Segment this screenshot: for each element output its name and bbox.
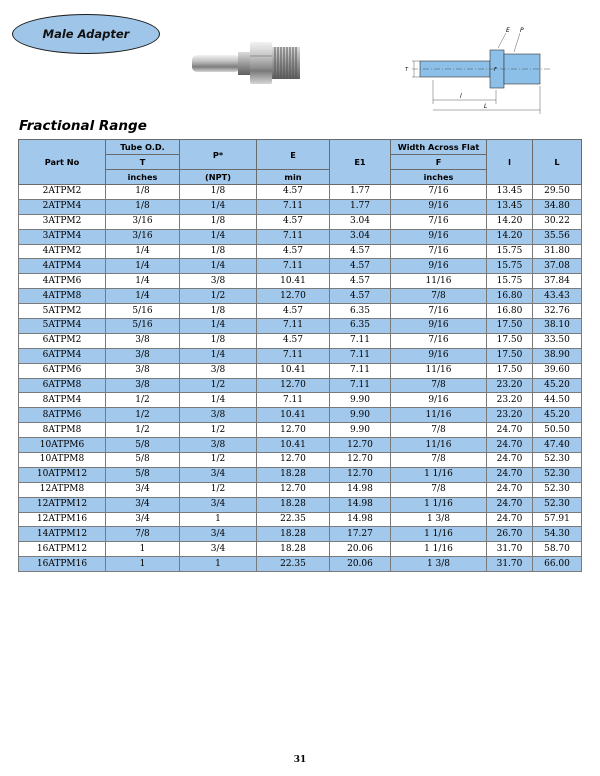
cell-tube-od: 3/8 <box>106 378 180 393</box>
cell-width: 11/16 <box>391 274 487 289</box>
cell-l-large: 66.00 <box>533 557 582 572</box>
table-row <box>19 333 582 348</box>
table-row <box>19 214 582 229</box>
cell-l-large: 33.50 <box>533 333 582 348</box>
cell-p: 1 <box>180 557 257 572</box>
label-l-small: l <box>460 93 462 100</box>
label-e: E <box>506 27 510 34</box>
cell-p: 1/2 <box>180 378 257 393</box>
cell-l-large: 37.08 <box>533 259 582 274</box>
label-p: P <box>520 27 524 34</box>
table-row <box>19 289 582 304</box>
cell-l-small: 17.50 <box>487 348 533 363</box>
cell-width: 7/16 <box>391 333 487 348</box>
cell-width: 11/16 <box>391 363 487 378</box>
cell-l-small: 15.75 <box>487 259 533 274</box>
cell-p: 1/4 <box>180 393 257 408</box>
cell-p: 1/2 <box>180 289 257 304</box>
cell-e1: 7.11 <box>330 333 391 348</box>
cell-part-no: 4ATPM2 <box>19 244 106 259</box>
cell-l-large: 45.20 <box>533 408 582 423</box>
cell-tube-od: 1/2 <box>106 423 180 438</box>
cell-l-small: 24.70 <box>487 482 533 497</box>
cell-e: 12.70 <box>257 482 330 497</box>
table-row <box>19 393 582 408</box>
cell-p: 3/8 <box>180 438 257 453</box>
cell-l-small: 16.80 <box>487 304 533 319</box>
cell-e1: 7.11 <box>330 348 391 363</box>
header-width-symbol: F <box>391 155 487 170</box>
cell-l-large: 54.30 <box>533 527 582 542</box>
cell-e1: 1.77 <box>330 199 391 214</box>
cell-width: 9/16 <box>391 348 487 363</box>
cell-l-large: 32.76 <box>533 304 582 319</box>
cell-l-small: 17.50 <box>487 319 533 334</box>
cell-e1: 3.04 <box>330 214 391 229</box>
cell-tube-od: 5/16 <box>106 319 180 334</box>
cell-part-no: 8ATPM8 <box>19 423 106 438</box>
cell-part-no: 12ATPM16 <box>19 512 106 527</box>
cell-width: 7/16 <box>391 185 487 200</box>
cell-l-large: 35.56 <box>533 229 582 244</box>
cell-tube-od: 5/8 <box>106 453 180 468</box>
cell-l-small: 23.20 <box>487 393 533 408</box>
cell-e: 7.11 <box>257 259 330 274</box>
cell-e: 4.57 <box>257 304 330 319</box>
cell-e: 18.28 <box>257 467 330 482</box>
table-row <box>19 319 582 334</box>
cell-l-large: 30.22 <box>533 214 582 229</box>
cell-l-small: 24.70 <box>487 497 533 512</box>
cell-p: 1/8 <box>180 185 257 200</box>
product-title: Male Adapter <box>42 27 130 41</box>
cell-width: 11/16 <box>391 408 487 423</box>
cell-l-large: 52.30 <box>533 467 582 482</box>
cell-l-large: 52.30 <box>533 482 582 497</box>
header-p: P* <box>180 140 257 170</box>
cell-tube-od: 1 <box>106 542 180 557</box>
cell-e1: 4.57 <box>330 259 391 274</box>
cell-tube-od: 1/8 <box>106 199 180 214</box>
table-row <box>19 482 582 497</box>
cell-e: 12.70 <box>257 453 330 468</box>
table-row <box>19 348 582 363</box>
cell-part-no: 3ATPM2 <box>19 214 106 229</box>
cell-tube-od: 1/2 <box>106 408 180 423</box>
cell-e1: 12.70 <box>330 453 391 468</box>
cell-p: 1/8 <box>180 333 257 348</box>
cell-width: 9/16 <box>391 259 487 274</box>
header-e1: E1 <box>330 140 391 185</box>
cell-e: 22.35 <box>257 512 330 527</box>
cell-width: 9/16 <box>391 199 487 214</box>
cell-l-small: 16.80 <box>487 289 533 304</box>
cell-p: 1/8 <box>180 304 257 319</box>
cell-e1: 4.57 <box>330 244 391 259</box>
cell-part-no: 6ATPM8 <box>19 378 106 393</box>
cell-p: 1/4 <box>180 348 257 363</box>
cell-l-large: 45.20 <box>533 378 582 393</box>
cell-l-small: 13.45 <box>487 199 533 214</box>
product-title-badge <box>12 14 160 54</box>
cell-part-no: 6ATPM6 <box>19 363 106 378</box>
cell-p: 1/4 <box>180 229 257 244</box>
dimension-table <box>18 139 582 572</box>
cell-part-no: 8ATPM4 <box>19 393 106 408</box>
cell-l-large: 31.80 <box>533 244 582 259</box>
cell-part-no: 2ATPM2 <box>19 185 106 200</box>
cell-part-no: 2ATPM4 <box>19 199 106 214</box>
cell-l-large: 57.91 <box>533 512 582 527</box>
table-row <box>19 542 582 557</box>
cell-e1: 7.11 <box>330 363 391 378</box>
cell-l-small: 15.75 <box>487 244 533 259</box>
header-width-unit: inches <box>391 170 487 185</box>
cell-tube-od: 1/8 <box>106 185 180 200</box>
table-row <box>19 304 582 319</box>
cell-l-small: 24.70 <box>487 467 533 482</box>
cell-e: 12.70 <box>257 289 330 304</box>
cell-part-no: 14ATPM12 <box>19 527 106 542</box>
cell-l-small: 15.75 <box>487 274 533 289</box>
cell-e: 7.11 <box>257 348 330 363</box>
cell-l-small: 24.70 <box>487 423 533 438</box>
cell-tube-od: 5/8 <box>106 438 180 453</box>
cell-tube-od: 3/4 <box>106 512 180 527</box>
cell-part-no: 12ATPM12 <box>19 497 106 512</box>
cell-part-no: 6ATPM4 <box>19 348 106 363</box>
cell-e1: 12.70 <box>330 467 391 482</box>
cell-e1: 9.90 <box>330 393 391 408</box>
cell-e: 10.41 <box>257 274 330 289</box>
table-row <box>19 199 582 214</box>
cell-e: 4.57 <box>257 185 330 200</box>
label-f: F <box>494 67 497 73</box>
cell-e: 7.11 <box>257 319 330 334</box>
cell-tube-od: 1 <box>106 557 180 572</box>
cell-e: 18.28 <box>257 542 330 557</box>
cell-l-large: 47.40 <box>533 438 582 453</box>
cell-l-large: 52.30 <box>533 453 582 468</box>
cell-tube-od: 5/16 <box>106 304 180 319</box>
cell-e: 7.11 <box>257 393 330 408</box>
cell-e1: 14.98 <box>330 482 391 497</box>
fitting-photo <box>192 38 302 88</box>
cell-l-small: 24.70 <box>487 438 533 453</box>
cell-l-large: 38.90 <box>533 348 582 363</box>
table-body <box>19 185 582 572</box>
cell-tube-od: 1/4 <box>106 259 180 274</box>
table-row <box>19 185 582 200</box>
cell-l-small: 26.70 <box>487 527 533 542</box>
header-tube-od-unit: inches <box>106 170 180 185</box>
cell-e: 10.41 <box>257 438 330 453</box>
header-row <box>19 140 582 155</box>
cell-p: 1/2 <box>180 423 257 438</box>
header-width-across-flat: Width Across Flat <box>391 140 487 155</box>
cell-part-no: 5ATPM2 <box>19 304 106 319</box>
cell-l-large: 43.43 <box>533 289 582 304</box>
cell-e1: 4.57 <box>330 289 391 304</box>
cell-l-large: 39.60 <box>533 363 582 378</box>
cell-p: 3/8 <box>180 408 257 423</box>
cell-part-no: 4ATPM8 <box>19 289 106 304</box>
table-row <box>19 423 582 438</box>
cell-width: 1 3/8 <box>391 557 487 572</box>
header-e: E <box>257 140 330 170</box>
cell-l-small: 23.20 <box>487 378 533 393</box>
cell-tube-od: 3/8 <box>106 363 180 378</box>
cell-width: 11/16 <box>391 438 487 453</box>
cell-e1: 4.57 <box>330 274 391 289</box>
cell-e: 7.11 <box>257 229 330 244</box>
table-row <box>19 467 582 482</box>
cell-width: 1 1/16 <box>391 467 487 482</box>
cell-part-no: 8ATPM6 <box>19 408 106 423</box>
table-row <box>19 512 582 527</box>
cell-e1: 17.27 <box>330 527 391 542</box>
cell-l-large: 37.84 <box>533 274 582 289</box>
cell-l-small: 23.20 <box>487 408 533 423</box>
label-t: T <box>405 67 409 73</box>
cell-tube-od: 1/4 <box>106 244 180 259</box>
dimension-drawing <box>402 24 558 116</box>
cell-l-large: 58.70 <box>533 542 582 557</box>
cell-l-small: 13.45 <box>487 185 533 200</box>
table-row <box>19 259 582 274</box>
cell-width: 7/8 <box>391 482 487 497</box>
header-tube-od: Tube O.D. <box>106 140 180 155</box>
cell-e1: 14.98 <box>330 497 391 512</box>
cell-l-small: 24.70 <box>487 512 533 527</box>
cell-e1: 6.35 <box>330 319 391 334</box>
table-row <box>19 438 582 453</box>
cell-l-small: 17.50 <box>487 333 533 348</box>
cell-p: 1/2 <box>180 482 257 497</box>
cell-part-no: 4ATPM6 <box>19 274 106 289</box>
cell-e1: 3.04 <box>330 229 391 244</box>
header-l-small: l <box>487 140 533 185</box>
cell-part-no: 10ATPM6 <box>19 438 106 453</box>
cell-p: 3/4 <box>180 497 257 512</box>
cell-l-small: 31.70 <box>487 542 533 557</box>
cell-width: 9/16 <box>391 319 487 334</box>
header-e-unit: min <box>257 170 330 185</box>
cell-part-no: 4ATPM4 <box>19 259 106 274</box>
cell-width: 7/8 <box>391 378 487 393</box>
cell-e1: 12.70 <box>330 438 391 453</box>
cell-l-large: 38.10 <box>533 319 582 334</box>
cell-l-large: 34.80 <box>533 199 582 214</box>
cell-e: 4.57 <box>257 214 330 229</box>
cell-e1: 9.90 <box>330 423 391 438</box>
cell-l-large: 50.50 <box>533 423 582 438</box>
cell-l-small: 14.20 <box>487 229 533 244</box>
cell-l-large: 44.50 <box>533 393 582 408</box>
cell-width: 7/16 <box>391 304 487 319</box>
cell-p: 1 <box>180 512 257 527</box>
cell-part-no: 12ATPM8 <box>19 482 106 497</box>
cell-e: 4.57 <box>257 244 330 259</box>
cell-p: 1/4 <box>180 319 257 334</box>
cell-width: 7/8 <box>391 289 487 304</box>
cell-width: 7/8 <box>391 453 487 468</box>
cell-e: 10.41 <box>257 408 330 423</box>
cell-tube-od: 3/16 <box>106 229 180 244</box>
cell-width: 7/16 <box>391 214 487 229</box>
header-tube-od-symbol: T <box>106 155 180 170</box>
table-row <box>19 244 582 259</box>
page-number: 31 <box>293 755 307 765</box>
cell-l-small: 14.20 <box>487 214 533 229</box>
cell-tube-od: 1/4 <box>106 274 180 289</box>
cell-part-no: 10ATPM12 <box>19 467 106 482</box>
cell-e: 18.28 <box>257 497 330 512</box>
cell-width: 1 3/8 <box>391 512 487 527</box>
table-row <box>19 497 582 512</box>
cell-l-small: 31.70 <box>487 557 533 572</box>
cell-tube-od: 3/8 <box>106 333 180 348</box>
cell-e: 18.28 <box>257 527 330 542</box>
cell-e1: 7.11 <box>330 378 391 393</box>
cell-width: 9/16 <box>391 229 487 244</box>
table-row <box>19 274 582 289</box>
cell-tube-od: 3/4 <box>106 497 180 512</box>
cell-tube-od: 3/16 <box>106 214 180 229</box>
cell-width: 1 1/16 <box>391 497 487 512</box>
header-l-large: L <box>533 140 582 185</box>
cell-width: 1 1/16 <box>391 542 487 557</box>
cell-p: 3/4 <box>180 467 257 482</box>
cell-width: 1 1/16 <box>391 527 487 542</box>
cell-part-no: 5ATPM4 <box>19 319 106 334</box>
cell-p: 1/4 <box>180 199 257 214</box>
cell-l-small: 17.50 <box>487 363 533 378</box>
cell-e: 22.35 <box>257 557 330 572</box>
label-l-large: L <box>484 103 488 110</box>
cell-e1: 14.98 <box>330 512 391 527</box>
table-row <box>19 378 582 393</box>
header-p-unit: (NPT) <box>180 170 257 185</box>
table-row <box>19 527 582 542</box>
cell-e: 7.11 <box>257 199 330 214</box>
cell-e: 10.41 <box>257 363 330 378</box>
cell-width: 7/16 <box>391 244 487 259</box>
cell-e1: 20.06 <box>330 557 391 572</box>
cell-tube-od: 1/4 <box>106 289 180 304</box>
cell-l-large: 29.50 <box>533 185 582 200</box>
cell-p: 3/8 <box>180 363 257 378</box>
cell-p: 3/8 <box>180 274 257 289</box>
cell-p: 3/4 <box>180 542 257 557</box>
cell-tube-od: 3/8 <box>106 348 180 363</box>
cell-tube-od: 1/2 <box>106 393 180 408</box>
cell-e: 12.70 <box>257 423 330 438</box>
cell-e1: 20.06 <box>330 542 391 557</box>
cell-tube-od: 5/8 <box>106 467 180 482</box>
section-title: Fractional Range <box>19 118 147 134</box>
cell-e1: 9.90 <box>330 408 391 423</box>
cell-e1: 1.77 <box>330 185 391 200</box>
cell-part-no: 16ATPM12 <box>19 542 106 557</box>
table-row <box>19 453 582 468</box>
cell-width: 9/16 <box>391 393 487 408</box>
cell-p: 3/4 <box>180 527 257 542</box>
cell-p: 1/8 <box>180 244 257 259</box>
cell-width: 7/8 <box>391 423 487 438</box>
table-row <box>19 229 582 244</box>
cell-e: 4.57 <box>257 333 330 348</box>
table-row <box>19 557 582 572</box>
cell-e1: 6.35 <box>330 304 391 319</box>
cell-tube-od: 3/4 <box>106 482 180 497</box>
cell-part-no: 16ATPM16 <box>19 557 106 572</box>
cell-part-no: 6ATPM2 <box>19 333 106 348</box>
cell-l-small: 24.70 <box>487 453 533 468</box>
cell-l-large: 52.30 <box>533 497 582 512</box>
cell-part-no: 3ATPM4 <box>19 229 106 244</box>
table-row <box>19 408 582 423</box>
cell-p: 1/2 <box>180 453 257 468</box>
cell-e: 12.70 <box>257 378 330 393</box>
cell-part-no: 10ATPM8 <box>19 453 106 468</box>
cell-p: 1/8 <box>180 214 257 229</box>
cell-p: 1/4 <box>180 259 257 274</box>
header-part-no: Part No <box>19 140 106 185</box>
cell-tube-od: 7/8 <box>106 527 180 542</box>
table-row <box>19 363 582 378</box>
